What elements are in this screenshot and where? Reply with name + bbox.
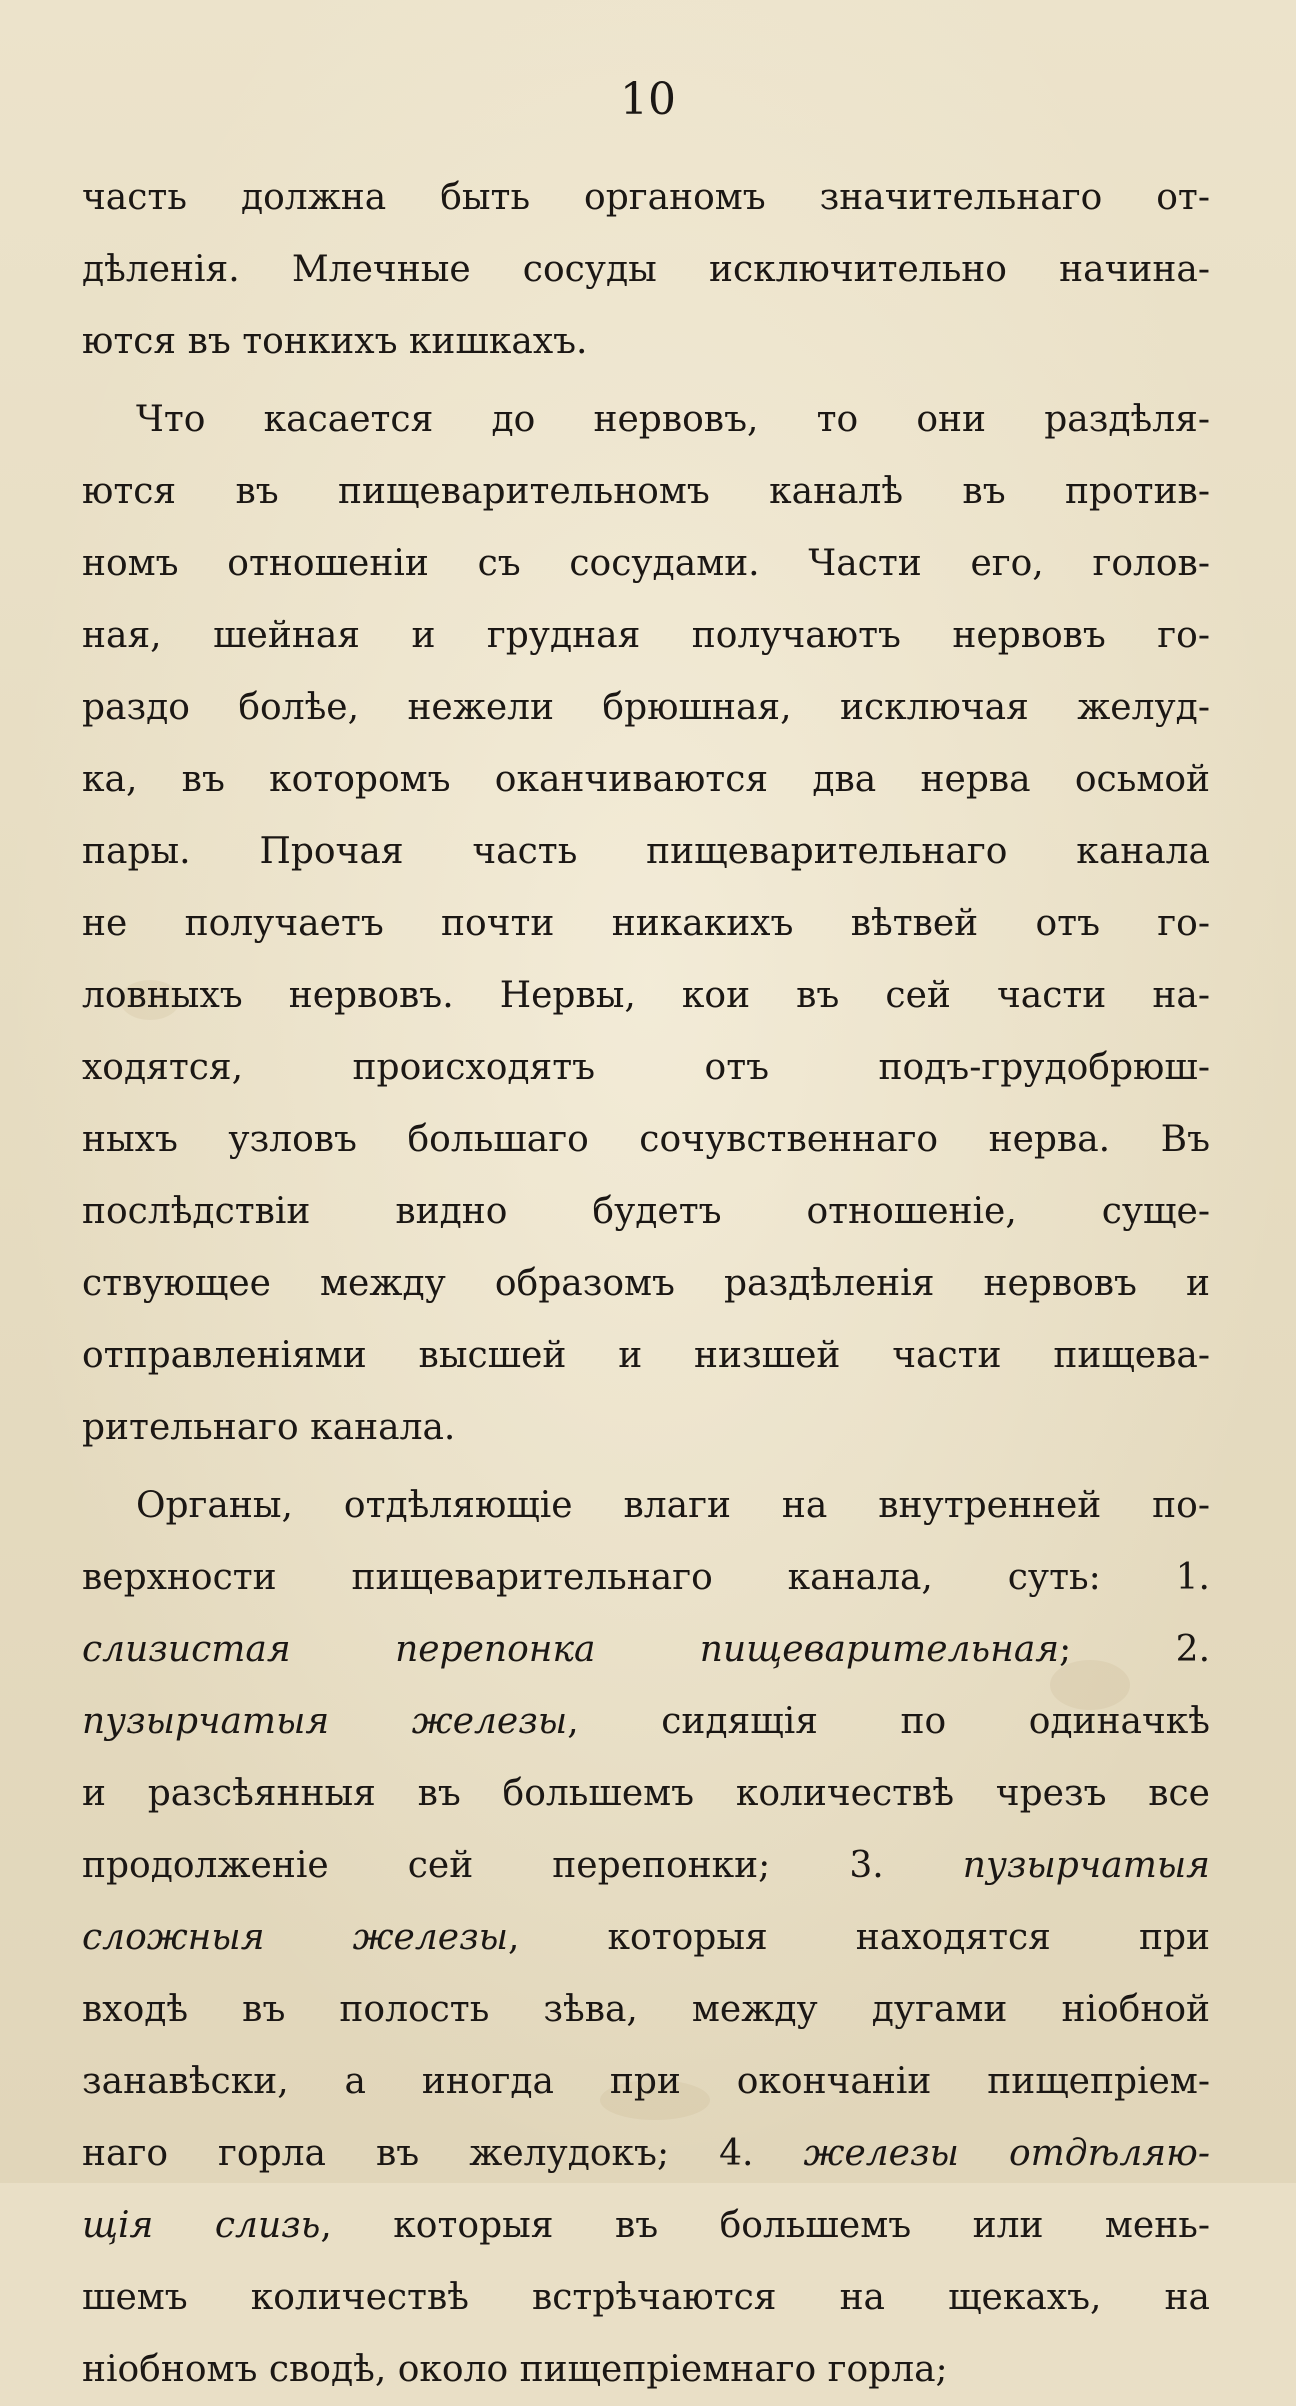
paragraph [82, 384, 1210, 1464]
text-line [82, 1176, 1210, 1248]
text-run: послѣдствіи видно будетъ отношеніе, суще- [82, 1191, 1210, 1232]
text-line [82, 1542, 1210, 1614]
text-run: входѣ въ полость зѣва, между дугами ніобной [82, 1989, 1210, 2030]
text-line [82, 528, 1210, 600]
text-line [82, 1902, 1210, 1974]
page-number: 10 [620, 74, 676, 125]
text-run: ются въ тонкихъ кишкахъ. [82, 321, 588, 362]
text-run: раздо болѣе, нежели брюшная, исключая желуд- [82, 687, 1210, 728]
text-line [82, 2046, 1210, 2118]
paragraph [82, 1470, 1210, 2406]
text-line [82, 2118, 1210, 2190]
paragraph [82, 162, 1210, 378]
text-line [82, 234, 1210, 306]
text-line [82, 1320, 1210, 1392]
text-run: Что касается до нервовъ, то они раздѣля- [136, 399, 1210, 440]
text-line [82, 1614, 1210, 1686]
italic-term: пузырчатыя железы [82, 1701, 568, 1742]
text-line [82, 1392, 1210, 1464]
text-run: ; 2. [1059, 1629, 1211, 1670]
text-run: Органы, отдѣляющіе влаги на внутренней по- [136, 1485, 1210, 1526]
text-run: ходятся, происходятъ отъ подъ-грудобрюш- [82, 1047, 1210, 1088]
text-run: часть должна быть органомъ значительнаго от- [82, 177, 1210, 218]
text-run: и разсѣянныя въ большемъ количествѣ чрезъ все [82, 1773, 1210, 1814]
text-line [82, 672, 1210, 744]
text-run: пары. Прочая часть пищеварительнаго канала [82, 831, 1210, 872]
text-line [82, 2190, 1210, 2262]
text-run: ловныхъ нервовъ. Нервы, кои въ сей части на- [82, 975, 1210, 1016]
italic-term: железы отдѣляю- [803, 2133, 1210, 2174]
text-run: продолженіе сей перепонки; 3. [82, 1845, 963, 1886]
text-run: , которыя въ большемъ или мень- [320, 2205, 1210, 2246]
text-run: , сидящія по одиначкѣ [567, 1701, 1210, 1742]
text-line [82, 2262, 1210, 2334]
text-run: не получаетъ почти никакихъ вѣтвей отъ го- [82, 903, 1210, 944]
text-run: ка, въ которомъ оканчиваются два нерва осьмой [82, 759, 1210, 800]
text-line [82, 384, 1210, 456]
text-run: ствующее между образомъ раздѣленія нервовъ и [82, 1263, 1210, 1304]
italic-term: сложныя железы [82, 1917, 509, 1958]
text-line [82, 1248, 1210, 1320]
body-text [82, 162, 1210, 2406]
italic-term: пузырчатыя [962, 1845, 1210, 1886]
text-run: дѣленія. Млечные сосуды исключительно начина- [82, 249, 1210, 290]
text-line [82, 744, 1210, 816]
text-line [82, 1104, 1210, 1176]
text-line [82, 456, 1210, 528]
text-run: ныхъ узловъ большаго сочувственнаго нерва. Въ [82, 1119, 1210, 1160]
text-line [82, 1686, 1210, 1758]
text-run: , которыя находятся при [508, 1917, 1210, 1958]
italic-term: слизистая перепонка пищеварительная [82, 1629, 1060, 1670]
text-line [82, 960, 1210, 1032]
text-line [82, 306, 1210, 378]
text-line [82, 1974, 1210, 2046]
text-run: ная, шейная и грудная получаютъ нервовъ го- [82, 615, 1210, 656]
text-line [82, 888, 1210, 960]
text-line [82, 816, 1210, 888]
text-run: номъ отношеніи съ сосудами. Части его, голов- [82, 543, 1210, 584]
text-line [82, 600, 1210, 672]
text-run: занавѣски, а иногда при окончаніи пищепріем- [82, 2061, 1210, 2102]
text-line [82, 1470, 1210, 1542]
text-line [82, 1830, 1210, 1902]
text-line [82, 162, 1210, 234]
text-line [82, 1758, 1210, 1830]
text-run: ются въ пищеварительномъ каналѣ въ против- [82, 471, 1210, 512]
text-run: рительнаго канала. [82, 1407, 456, 1448]
text-run: отправленіями высшей и низшей части пищева- [82, 1335, 1210, 1376]
text-run: шемъ количествѣ встрѣчаются на щекахъ, на [82, 2277, 1210, 2318]
text-line [82, 2334, 1210, 2406]
text-run: верхности пищеварительнаго канала, суть: 1. [82, 1557, 1210, 1598]
text-line [82, 1032, 1210, 1104]
text-run: ніобномъ сводѣ, около пищепріемнаго горла; [82, 2349, 948, 2390]
text-run: наго горла въ желудокъ; 4. [82, 2133, 804, 2174]
italic-term: щія слизь [82, 2205, 321, 2246]
